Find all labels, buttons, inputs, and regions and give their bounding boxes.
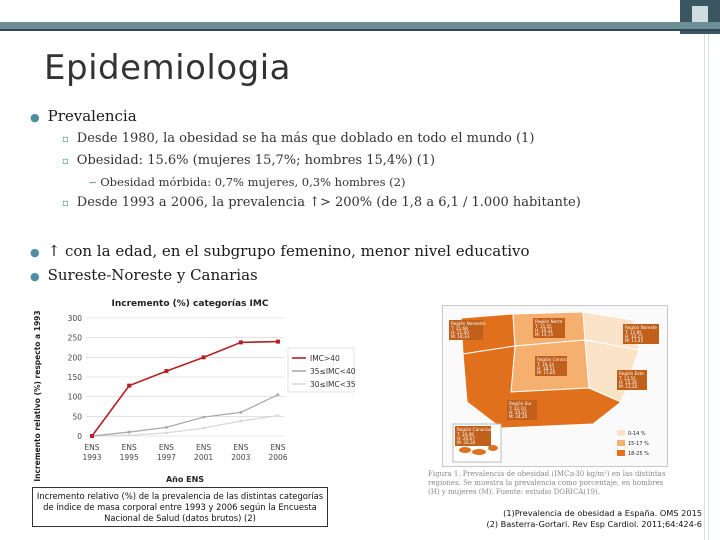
region-value: H: 15,36 [619, 380, 637, 385]
chart-y-tick: 300 [67, 314, 82, 323]
canarias-island [472, 449, 486, 455]
chart-x-tick: 1995 [119, 453, 139, 462]
subbullet-text: Obesidad: 15.6% (mujeres 15,7%; hombres 15,4%) (1) [76, 153, 436, 168]
chart-y-tick: 0 [77, 432, 82, 441]
chart-point [202, 427, 205, 430]
subbullet-text: Desde 1993 a 2006, la prevalencia ↑> 200% (de 1,8 a 6,1 / 1.000 habitante) [76, 195, 581, 210]
chart-point [276, 340, 280, 344]
reference-2: (2) Basterra-Gortari. Rev Esp Cardiol. 2011;64:424-6 [486, 519, 702, 529]
chart-x-tick: 1993 [82, 453, 102, 462]
chart-y-tick: 100 [67, 392, 82, 402]
region-value: T: 15,55 [535, 324, 552, 329]
chart-caption: Incremento relativo (%) de la prevalencia de las distintas categorías de índice de masa corporal entre 1993 y 2006 según la Encuesta Nacional de Salud (datos brutos) (2) [32, 487, 328, 527]
chart-x-tick: ENS [158, 443, 174, 452]
bullet-prevalencia [30, 107, 137, 125]
chart-y-tick: 50 [72, 412, 82, 422]
top-accent-bar-dark [0, 29, 720, 31]
legend-label: 18-25 % [628, 451, 649, 457]
region-value: M: 18,33 [451, 334, 470, 339]
map-caption: Figura 1. Prevalencia de obesidad (IMC≥30 kg/m²) en las distintas regiones. Se muestra la prevalencia como porcentaje, en hombres (H) y mujeres (M). Fuente: estudio DORICA(19). [428, 470, 666, 496]
right-divider-2 [708, 34, 709, 540]
chart-x-tick: 2003 [231, 453, 251, 462]
spain-obesity-map [442, 305, 668, 467]
region-label: Región Noroeste [451, 321, 486, 326]
region-value: M: 20,30 [457, 440, 476, 445]
bullet-dot-icon: ● [30, 111, 40, 124]
region-value: T: 21,68 [451, 326, 468, 331]
region-value: M: 11,45 [625, 338, 644, 343]
bullet-text: Sureste-Noreste y Canarias [47, 266, 258, 284]
legend-swatch [617, 440, 625, 446]
chart-point [128, 434, 131, 437]
square-bullet-icon: ▫ [62, 134, 69, 145]
legend-swatch [617, 450, 625, 456]
arrow-bullet-icon: ∽ [88, 176, 98, 189]
legend-label: 15-17 % [628, 441, 649, 447]
subbullet-3 [62, 195, 581, 210]
region-value: H: 16,31 [535, 328, 553, 333]
chart-point [277, 414, 280, 417]
region-value: T: 20,09 [457, 432, 474, 437]
slide-title: Epidemiologia [44, 48, 291, 88]
chart-point [202, 355, 206, 359]
region-value: H: 20,42 [509, 410, 527, 415]
square-bullet-icon: ▫ [62, 198, 69, 209]
right-divider [704, 34, 705, 540]
chart-y-tick: 200 [67, 353, 82, 363]
subsub-text: Obesidad mórbida: 0,7% mujeres, 0,3% hombres (2) [100, 175, 406, 189]
bullet-dot-icon: ● [30, 270, 40, 283]
legend-label: 0-14 % [628, 431, 646, 437]
chart-y-tick: 250 [67, 333, 82, 343]
region-value: H: 21,90 [451, 330, 469, 335]
region-value: T: 19,33 [537, 362, 554, 367]
chart-point [277, 393, 280, 396]
subbullet-1 [62, 131, 534, 146]
region-label: Región Centro [537, 357, 567, 362]
top-accent-bar [0, 22, 720, 29]
chart-legend-label: 35≤IMC<40 [310, 367, 356, 376]
region-label: Región Canarias [457, 427, 492, 432]
legend-swatch [617, 430, 625, 436]
bullet-text: ↑ con la edad, en el subgrupo femenino, menor nivel educativo [47, 242, 530, 260]
chart-point [239, 340, 243, 344]
square-bullet-icon: ▫ [62, 156, 69, 167]
chart-point [90, 434, 94, 438]
chart-x-tick: ENS [196, 443, 212, 452]
references [470, 508, 702, 530]
chart-svg [30, 296, 360, 486]
region-label: Región Sur [509, 401, 532, 406]
region-value: T: 22,10 [509, 406, 526, 411]
chart-series-line [92, 395, 278, 436]
chart-title: Incremento (%) categorías IMC [111, 299, 269, 309]
chart-point [239, 420, 242, 423]
chart-x-tick: ENS [233, 443, 249, 452]
region-value: M: 12,20 [619, 384, 638, 389]
map-svg [443, 306, 669, 468]
region-value: H: 14,25 [625, 334, 643, 339]
bullet-dot-icon: ● [30, 246, 40, 259]
subsub-bullet [88, 175, 405, 189]
region-value: H: 18,51 [537, 366, 555, 371]
chart-x-tick: ENS [270, 443, 286, 452]
chart-point [165, 431, 168, 434]
chart-x-tick: 2001 [194, 453, 214, 462]
subbullet-2 [62, 153, 435, 168]
chart-point [164, 369, 168, 373]
chart-point [239, 411, 242, 414]
chart-y-label: Incremento relativo (%) respecto a 1993 [33, 310, 42, 482]
chart-point [165, 426, 168, 429]
chart-legend-label: IMC>40 [310, 354, 340, 363]
chart-point [127, 384, 131, 388]
chart-x-tick: 2006 [268, 453, 288, 462]
chart-point [202, 416, 205, 419]
chart-x-tick: 1997 [156, 453, 176, 462]
bullet-text: Prevalencia [47, 107, 137, 125]
region-label: Región Este [619, 371, 644, 376]
region-value: M: 14,71 [535, 332, 554, 337]
subbullet-text: Desde 1980, la obesidad se ha más que doblado en todo el mundo (1) [76, 131, 535, 146]
region-value: T: 13,55 [619, 376, 636, 381]
region-label: Región Noreste [625, 325, 657, 330]
chart-x-tick: ENS [121, 443, 137, 452]
chart-legend-label: 30≤IMC<35 [310, 380, 356, 389]
reference-1: (1)Prevalencia de obesidad a España. OMS 2015 [503, 508, 702, 518]
region-label: Región Norte [535, 319, 563, 324]
region-value: M: 24,20 [509, 414, 528, 419]
chart-y-tick: 150 [67, 373, 82, 382]
region-value: M: 15,85 [537, 370, 556, 375]
bullet-edad [30, 242, 530, 260]
canarias-island [459, 447, 471, 453]
chart-x-tick: ENS [84, 443, 100, 452]
region-value: T: 12,95 [625, 330, 642, 335]
chart-x-label: Año ENS [165, 475, 205, 484]
bullet-regiones [30, 266, 258, 284]
bmi-increase-chart [30, 296, 360, 486]
region-value: H: 26,67 [457, 436, 475, 441]
chart-point [128, 431, 131, 434]
